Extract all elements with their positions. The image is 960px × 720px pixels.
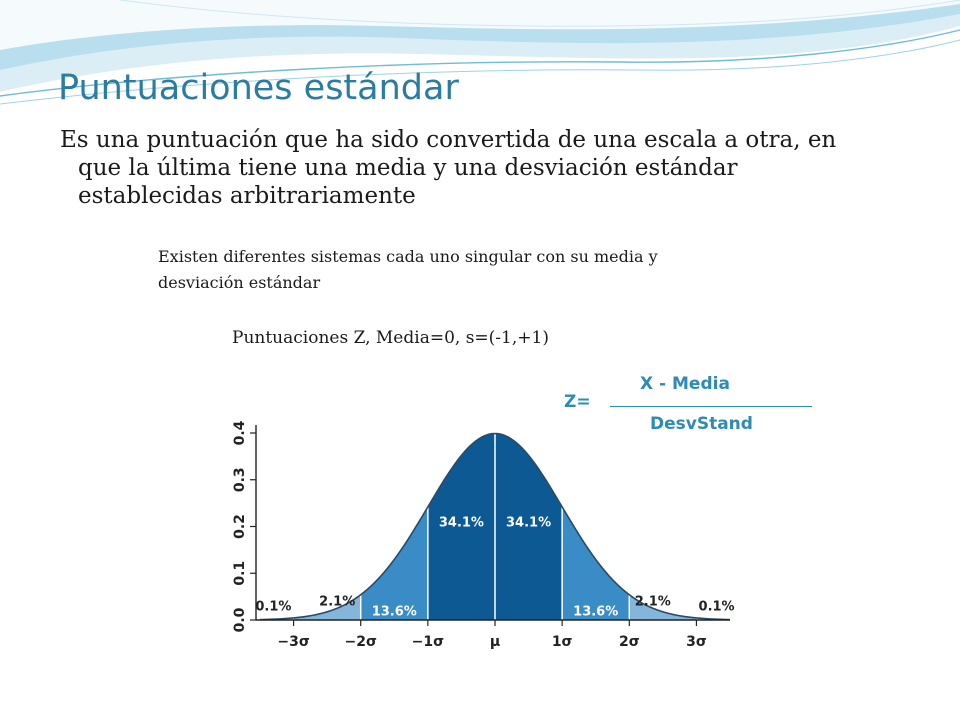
x-tick-label: 2σ <box>618 634 640 650</box>
x-tick-label: μ <box>489 634 501 650</box>
formula-numerator: X - Media <box>640 374 730 394</box>
normal-distribution-chart <box>210 405 735 665</box>
y-tick-label: 0.0 <box>232 607 248 633</box>
x-tick-label: −3σ <box>277 634 310 650</box>
segment-label: 34.1% <box>506 515 552 531</box>
y-tick-label: 0.1 <box>232 560 248 586</box>
formula-lhs: Z= <box>564 392 591 412</box>
segment-label: 13.6% <box>573 604 619 620</box>
x-tick-label: −2σ <box>344 634 377 650</box>
y-tick-label: 0.3 <box>232 467 248 493</box>
sub-paragraph: Existen diferentes sistemas cada uno singular con su media y desviación estándar <box>158 247 658 292</box>
y-tick-label: 0.2 <box>232 514 248 539</box>
segment-label: 2.1% <box>634 594 671 610</box>
x-tick-label: 1σ <box>551 634 573 650</box>
segment-label: 0.1% <box>698 599 735 615</box>
x-tick-label: 3σ <box>686 634 707 650</box>
body-paragraph: Es una puntuación que ha sido convertida de una escala a otra, en que la última tiene una media y una desviación estándar establecidas arbitrariamente <box>60 127 837 209</box>
y-tick-label: 0.4 <box>232 420 248 446</box>
segment-label: 0.1% <box>255 599 292 615</box>
z-scores-caption: Puntuaciones Z, Media=0, s=(-1,+1) <box>232 328 549 348</box>
formula-denominator: DesvStand <box>650 414 753 434</box>
segment-label: 34.1% <box>438 515 484 531</box>
slide-title: Puntuaciones estándar <box>58 68 459 108</box>
segment-label: 2.1% <box>319 594 356 610</box>
segment-label: 13.6% <box>371 604 417 620</box>
x-tick-label: −1σ <box>411 634 445 650</box>
